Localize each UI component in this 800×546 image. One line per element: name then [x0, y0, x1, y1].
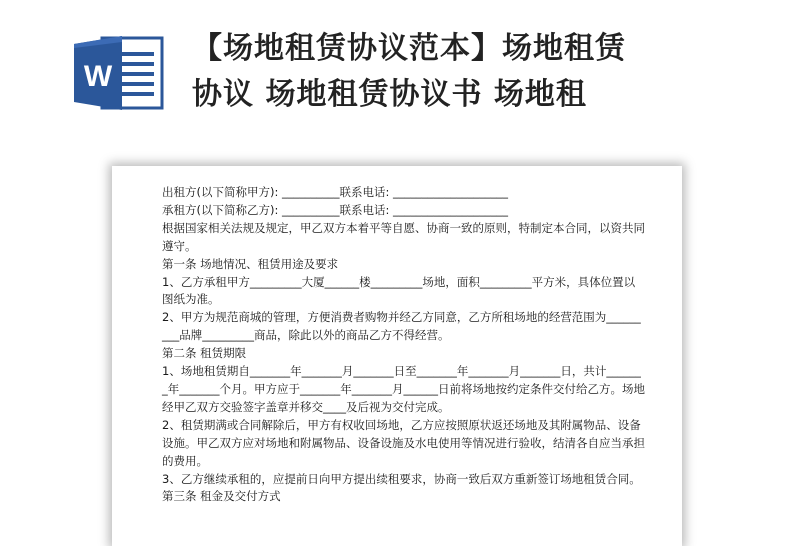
title-line-2: 协议 场地租赁协议书 场地租: [192, 77, 587, 112]
page-title: [192, 26, 752, 118]
doc-line-lessor: 出租方(以下简称甲方): __________联系电话: ____________________: [162, 185, 509, 199]
doc-paragraph: 1、场地租赁期自_______年_______月_______日至_______年_______月_______日，共计_______年_______个月。甲方应于_______年_______月______日前将场地按约定条件交付给乙方。场地经甲乙双方交验签字盖章并移交____及后视为交付完成。: [162, 364, 645, 414]
doc-heading-article-3: 第三条 租金及交付方式: [162, 489, 281, 504]
document-body: [162, 184, 646, 506]
doc-paragraph-intro: 根据国家相关法规及规定，甲乙双方本着平等自愿、协商一致的原则，特制定本合同，以资共同遵守。: [162, 220, 645, 253]
doc-paragraph: 1、乙方承租甲方_________大厦______楼_________场地，面积_________平方米，具体位置以图纸为准。: [162, 274, 636, 307]
title-line-1: 【场地租赁协议范本】场地租赁: [192, 31, 626, 66]
doc-heading-article-1: 第一条 场地情况、租赁用途及要求: [162, 256, 339, 271]
document-page: [112, 166, 682, 546]
doc-heading-article-2: 第二条 租赁期限: [162, 346, 247, 361]
doc-paragraph: 2、甲方为规范商城的管理，方便消费者购物并经乙方同意，乙方所租场地的经营范围为_________品牌_________商品，除此以外的商品乙方不得经营。: [162, 310, 641, 343]
doc-line-lessee: 承租方(以下简称乙方): __________联系电话: ____________________: [162, 202, 509, 217]
word-icon-letter: W: [83, 60, 113, 93]
doc-paragraph: 2、租赁期满或合同解除后，甲方有权收回场地，乙方应按照原状返还场地及其附属物品、设备设施。甲乙双方应对场地和附属物品、设备设施及水电使用等情况进行验收，结清各自应当承担的费用。: [162, 417, 645, 468]
doc-paragraph: 3、乙方继续承租的，应提前日向甲方提出续租要求，协商一致后双方重新签订场地租赁合同。: [162, 471, 641, 486]
word-doc-icon: [72, 34, 164, 112]
